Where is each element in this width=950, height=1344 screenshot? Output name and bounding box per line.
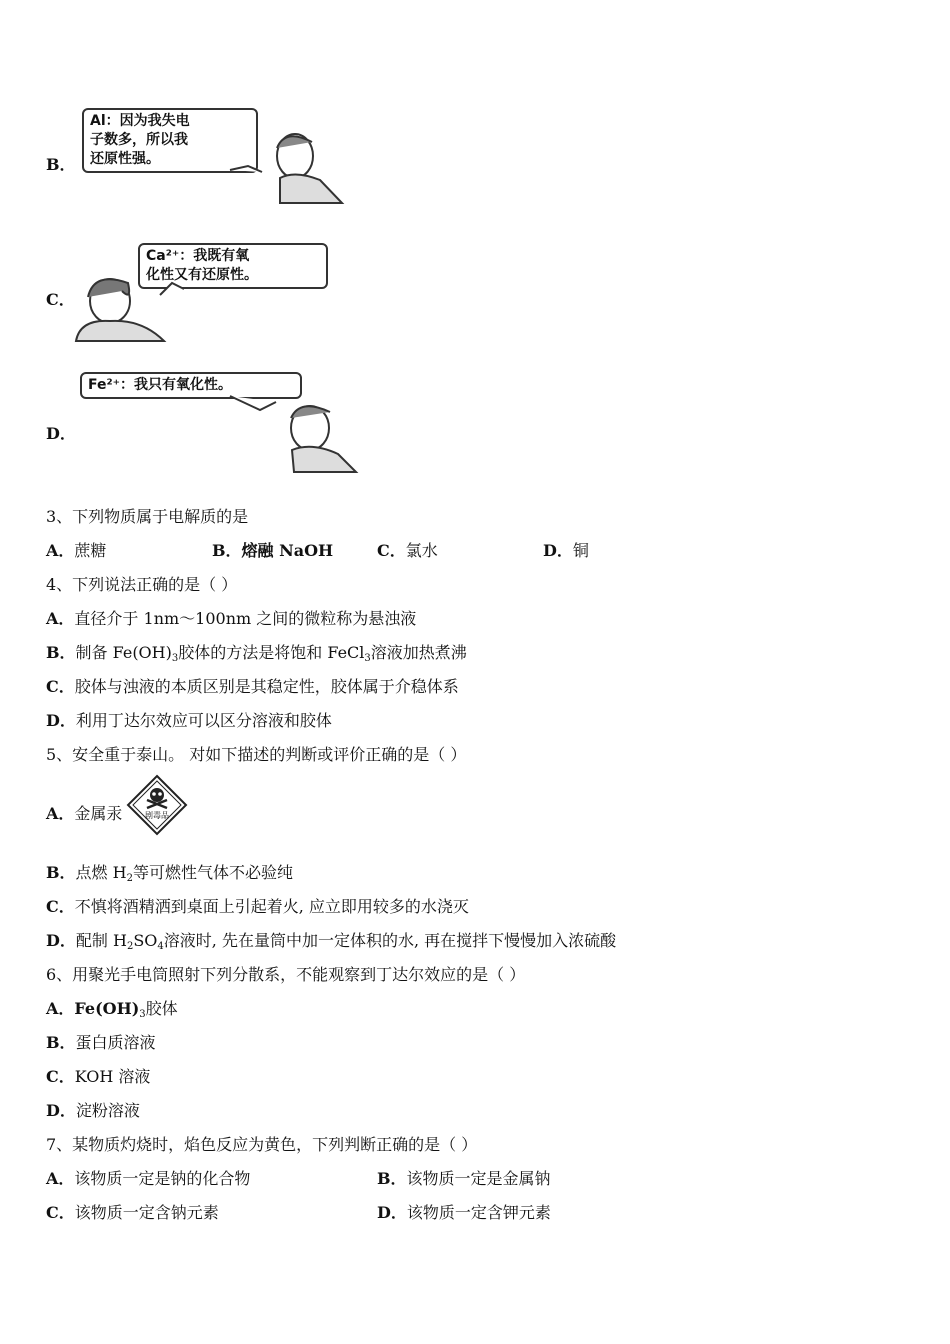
q2-option-d-label: D． xyxy=(46,424,76,443)
q6-option-b: B．蛋白质溶液 xyxy=(46,1033,156,1052)
q4-option-a: A．直径介于 1nm～100nm 之间的微粒称为悬浊液 xyxy=(46,609,417,628)
q5-option-d: D．配制 $H_2SO_4$溶液时, 先在量筒中加一定体积的水, 再在搅拌下慢慢加入浓硫酸 xyxy=(46,931,617,952)
bubble-line: Al：因为我失电 xyxy=(90,113,190,129)
bubble-line: Ca²⁺：我既有氧 xyxy=(146,248,250,264)
q2-option-c-label: C． xyxy=(46,290,75,309)
q4-option-b: B．制备 $Fe(OH)_3$胶体的方法是将饱和 FeCl$_3$溶液加热煮沸 xyxy=(46,643,467,664)
q3-option-b: B．熔融 NaOH xyxy=(212,541,334,560)
q3-option-d: D．铜 xyxy=(543,541,589,560)
q7-option-d: D．该物质一定含钾元素 xyxy=(377,1203,551,1222)
skull-crossbones-icon xyxy=(126,774,188,836)
girl-cartoon-icon xyxy=(72,243,332,345)
q4-stem: 4、下列说法正确的是（ ） xyxy=(46,575,238,594)
boy-cartoon-icon xyxy=(80,108,360,208)
boy-cartoon-icon xyxy=(80,372,370,476)
q7-option-a: A．该物质一定是钠的化合物 xyxy=(46,1169,251,1188)
sign-text: 剧毒品 xyxy=(145,811,169,820)
q6-stem: 6、用聚光手电筒照射下列分散系，不能观察到丁达尔效应的是（ ） xyxy=(46,965,526,984)
q2-option-b-label: B． xyxy=(46,155,76,174)
q6-option-a: A．$Fe(OH)_3$胶体 xyxy=(46,999,178,1020)
bubble-line: 化性又有还原性。 xyxy=(146,267,258,283)
q4-option-c: C．胶体与浊液的本质区别是其稳定性，胶体属于介稳体系 xyxy=(46,677,459,696)
q5-option-c: C．不慎将酒精洒到桌面上引起着火, 应立即用较多的水浇灭 xyxy=(46,897,469,916)
q7-option-c: C．该物质一定含钠元素 xyxy=(46,1203,219,1222)
q5-option-a: A．金属汞 xyxy=(46,804,123,823)
bubble-line: 子数多，所以我 xyxy=(90,132,188,148)
q3-option-a: A．蔗糖 xyxy=(46,541,107,560)
toxic-hazard-sign xyxy=(126,774,188,840)
q6-option-c: C．KOH 溶液 xyxy=(46,1067,151,1086)
q6-option-d: D．淀粉溶液 xyxy=(46,1101,140,1120)
q5-option-b: B．点燃 $H_2$等可燃性气体不必验纯 xyxy=(46,863,293,884)
q3-option-c: C．氯水 xyxy=(377,541,438,560)
bubble-line: Fe²⁺：我只有氧化性。 xyxy=(88,377,233,393)
q5-stem: 5、安全重于泰山。 对如下描述的判断或评价正确的是（ ） xyxy=(46,745,467,764)
q7-option-b: B．该物质一定是金属钠 xyxy=(377,1169,551,1188)
q7-stem: 7、某物质灼烧时，焰色反应为黄色，下列判断正确的是（ ） xyxy=(46,1135,478,1154)
q3-stem: 3、下列物质属于电解质的是 xyxy=(46,507,249,526)
bubble-line: 还原性强。 xyxy=(90,151,160,167)
q4-option-d: D．利用丁达尔效应可以区分溶液和胶体 xyxy=(46,711,332,730)
